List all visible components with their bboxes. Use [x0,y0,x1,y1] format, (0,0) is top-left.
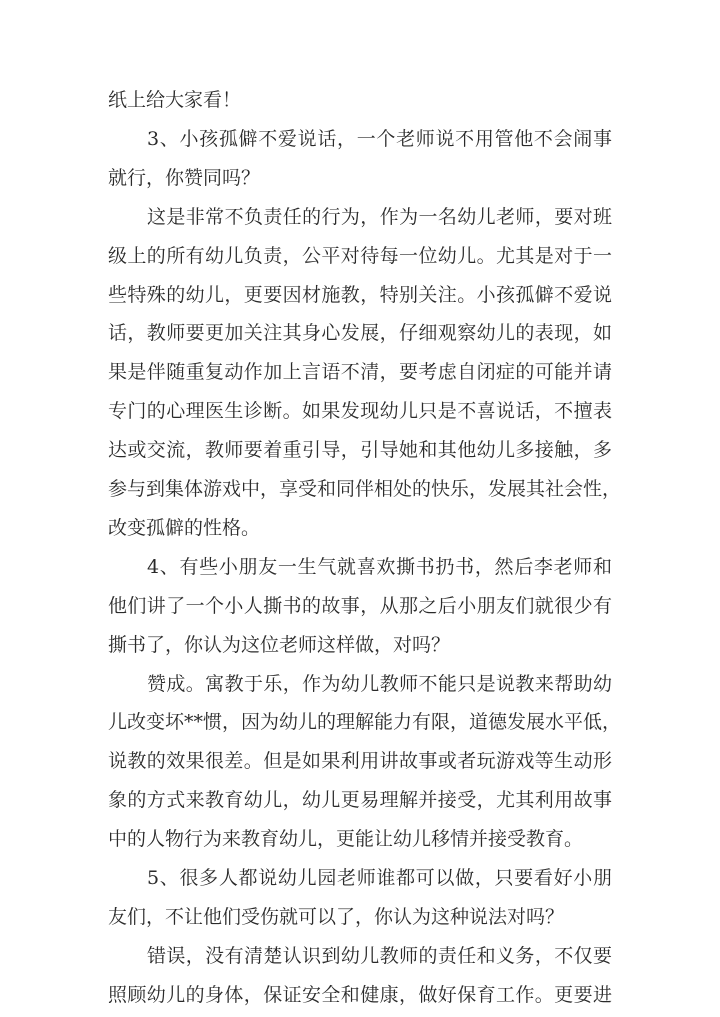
text-line: 赞成。寓教于乐，作为幼儿教师不能只是说教来帮助幼 [147,672,612,695]
text-line: 儿改变坏**惯，因为幼儿的理解能力有限，道德发展水平低， [108,711,622,734]
text-line: 话，教师要更加关注其身心发展，仔细观察幼儿的表现，如 [108,322,612,345]
text-line: 说教的效果很差。但是如果利用讲故事或者玩游戏等生动形 [108,750,612,773]
text-line: 5、很多人都说幼儿园老师谁都可以做，只要看好小朋 [147,867,612,889]
text-line: 3、小孩孤僻不爱说话，一个老师说不用管他不会闹事 [147,127,612,150]
text-line: 象的方式来教育幼儿，幼儿更易理解并接受，尤其利用故事 [108,789,612,812]
text-line: 这是非常不负责任的行为，作为一名幼儿老师，要对班 [147,205,612,228]
text-line: 改变孤僻的性格。 [108,516,261,539]
text-line: 专门的心理医生诊断。如果发现幼儿只是不喜说话，不擅表 [108,400,612,423]
text-line: 错误，没有清楚认识到幼儿教师的责任和义务，不仅要 [147,944,612,967]
text-line: 中的人物行为来教育幼儿，更能让幼儿移情并接受教育。 [108,828,584,851]
text-line: 撕书了，你认为这位老师这样做，对吗？ [108,633,451,656]
text-line: 达或交流，教师要着重引导，引导她和其他幼儿多接触，多 [108,439,612,462]
text-line: 级上的所有幼儿负责，公平对待每一位幼儿。尤其是对于一 [108,244,612,267]
text-line: 照顾幼儿的身体，保证安全和健康，做好保育工作。更要进 [108,983,612,1006]
text-line: 果是伴随重复动作加上言语不清，要考虑自闭症的可能并请 [108,361,612,384]
text-line: 友们，不让他们受伤就可以了，你认为这种说法对吗？ [108,905,565,928]
text-line: 他们讲了一个小人撕书的故事，从那之后小朋友们就很少有 [108,594,612,617]
text-line: 就行，你赞同吗？ [108,166,261,189]
text-line: 些特殊的幼儿，更要因材施教，特别关注。小孩孤僻不爱说 [108,283,612,306]
text-line: 4、有些小朋友一生气就喜欢撕书扔书，然后李老师和 [147,555,612,578]
text-line: 纸上给大家看！ [108,89,242,111]
text-line: 参与到集体游戏中，享受和同伴相处的快乐，发展其社会性， [108,478,622,500]
